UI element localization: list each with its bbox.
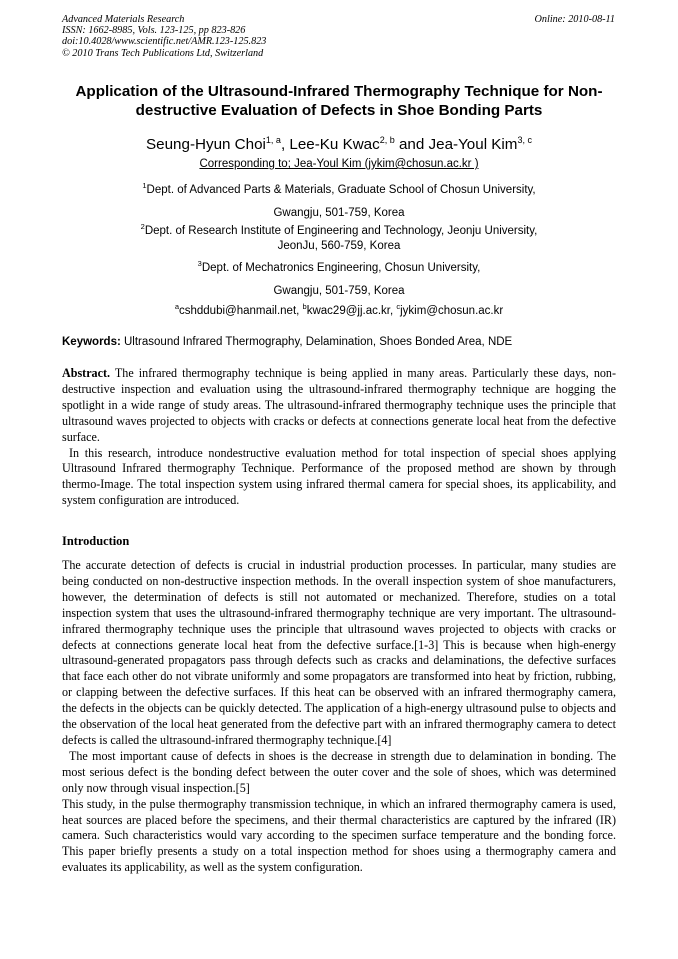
abstract-label: Abstract. [62, 366, 111, 380]
affiliation-mark: 3 [197, 259, 202, 268]
corresponding-author [60, 157, 618, 171]
issn-line: ISSN: 1662-8985, Vols. 123-125, pp 823-826 [62, 25, 246, 37]
online-date: Online: 2010-08-11 [534, 14, 615, 25]
journal-name: Advanced Materials Research [62, 14, 185, 25]
affiliation-city: JeonJu, 560-759, Korea [277, 240, 401, 252]
doi-line: doi:10.4028/www.scientific.net/AMR.123-125.823 [62, 36, 267, 48]
abstract-text: The infrared thermography technique is being applied in many areas. Particularly these days, non-destructive inspection and evaluation using the ultrasound-infrared thermography technique are hogging the spotlight in a wide range of study areas. The ultrasound-infrared thermography technique uses the principle that ultrasound waves projected to objects with cracks or defects at connections generate local heat from the defective surface. [62, 366, 616, 444]
introduction-section [62, 558, 616, 876]
email-text: cshddubi@hanmail.net, [178, 305, 303, 317]
author-name: Lee-Ku Kwac [289, 136, 380, 153]
author-separator: , [280, 136, 290, 153]
keywords-text: Ultrasound Infrared Thermography, Delamination, Shoes Bonded Area, NDE [120, 336, 513, 348]
affiliation-mark: 2 [140, 222, 145, 231]
author-name: Seung-Hyun Choi [146, 136, 266, 153]
introduction-paragraph: This study, in the pulse thermography transmission technique, in which an infrared thermography camera is used, heat sources are placed before the specimens, and their thermal characteristics are captured by the infrared (IR) camera. Such characteristics would vary according to the specimen surface temperature and the bonding force. This paper briefly presents a study on a total inspection method for shoes using a thermography camera and evaluates its applicability, as well as the system configuration. [62, 796, 616, 875]
email-text: jykim@chosun.ac.kr [400, 305, 504, 317]
affiliation-city: Gwangju, 501-759, Korea [273, 285, 405, 297]
email-list [60, 300, 618, 318]
author-affiliation-mark: 2, b [379, 135, 395, 145]
affiliation-city: Gwangju, 501-759, Korea [273, 207, 405, 219]
author-affiliation-mark: 1, a [265, 135, 281, 145]
affiliation-mark: 1 [142, 181, 147, 190]
copyright-line: © 2010 Trans Tech Publications Ltd, Switzerland [62, 47, 264, 59]
author-separator: and [394, 136, 429, 153]
abstract-paragraph [62, 366, 616, 446]
email-mark: a [174, 302, 179, 311]
journal-info [62, 14, 266, 59]
email-mark: c [396, 302, 401, 311]
author-affiliation-mark: 3, c [517, 135, 532, 145]
corresponding-author-text: Corresponding to; Jea-Youl Kim (jykim@chosun.ac.kr ) [199, 158, 479, 170]
abstract-paragraph: In this research, introduce nondestructive evaluation method for total inspection of special shoes applying Ultrasound Infrared thermography Technique. Performance of the proposed method are shown by through thermo-Image. The total inspection system using infrared thermal camera for special shoes, its applicability, and system configuration are introduced. [62, 445, 616, 508]
introduction-paragraph: The accurate detection of defects is crucial in industrial production processes. In particular, many studies are being conducted on non-destructive inspection methods. In the overall inspection system of shoe manufacturers, however, the determination of defects is still not automated or mechanized. Therefore, studies on a total inspection system that uses the ultrasound-infrared thermography technique are very important. The ultrasound-infrared thermography technique uses the principle that ultrasound waves projected to objects with cracks or defects at connections generate local heat from the defective surface.[1-3] This is because when high-energy ultrasound-generated propagators pass through defects such as cracks and delaminations, the defective surfaces that face each other do not vibrate uniformly and some propagators are transformed into heat by friction, rubbing, or clapping between the defective surfaces. If this heat can be observed with an infrared thermography camera, the defects in the objects can be quickly detected. The application of a high-energy ultrasound pulse to objects and the observation of the local heat generated from the defective part with an infrared thermography camera to detect defects is called the ultrasound-infrared thermography technique.[4] [62, 558, 616, 747]
abstract-section [62, 366, 616, 509]
email-text: kwac29@jj.ac.kr, [306, 305, 397, 317]
introduction-paragraph: The most important cause of defects in shoes is the decrease in strength due to delamination in bonding. The most serious defect is the bonding defect between the outer cover and the sole of shoes, which was determined only now through visual inspection.[5] [62, 748, 616, 795]
paper-title: Application of the Ultrasound-Infrared Thermography Technique for Non-destructive Evaluation of Defects in Shoe Bonding Parts [75, 83, 603, 119]
affiliation-text: Dept. of Mechatronics Engineering, Chosun University, [201, 262, 481, 274]
keywords [62, 335, 616, 349]
keywords-label: Keywords: [62, 336, 121, 348]
author-list [40, 130, 638, 155]
email-mark: b [302, 302, 307, 311]
author-name: Jea-Youl Kim [428, 136, 518, 153]
affiliation-2 [60, 220, 618, 253]
affiliation-text: Dept. of Research Institute of Engineering and Technology, Jeonju University, [144, 225, 538, 237]
affiliation-3 [60, 257, 618, 298]
affiliation-1 [60, 179, 618, 220]
section-heading-introduction: Introduction [62, 534, 130, 548]
affiliation-text: Dept. of Advanced Parts & Materials, Graduate School of Chosun University, [146, 184, 536, 196]
